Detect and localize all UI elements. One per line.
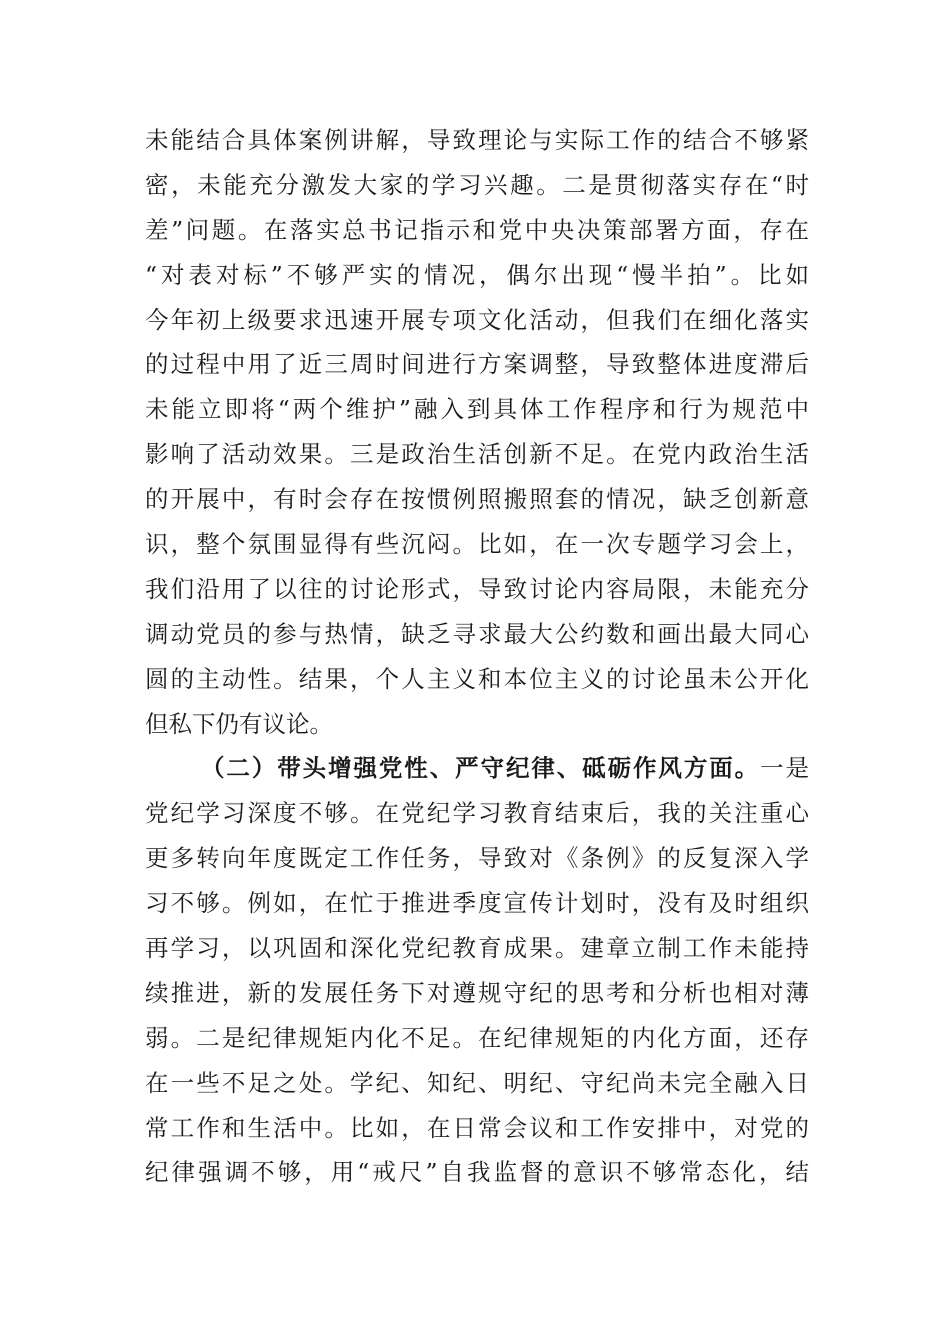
text-line: 调动党员的参与热情，缺乏寻求最大公约数和画出最大同心 bbox=[145, 619, 809, 648]
text-line: 的过程中用了近三周时间进行方案调整，导致整体进度滞后 bbox=[145, 350, 809, 379]
text-line: 我们沿用了以往的讨论形式，导致讨论内容局限，未能充分 bbox=[145, 574, 809, 603]
text-line: “对表对标”不够严实的情况，偶尔出现“慢半拍”。比如 bbox=[145, 260, 809, 289]
text-line: 的开展中，有时会存在按惯例照搬照套的情况，缺乏创新意 bbox=[145, 485, 809, 514]
text-line: 影响了活动效果。三是政治生活创新不足。在党内政治生活 bbox=[145, 440, 809, 469]
text-line: 再学习，以巩固和深化党纪教育成果。建章立制工作未能持 bbox=[145, 934, 809, 963]
text-line: 密，未能充分激发大家的学习兴趣。二是贯彻落实存在“时 bbox=[145, 170, 809, 199]
text-line: 未能立即将“两个维护”融入到具体工作程序和行为规范中 bbox=[145, 395, 809, 424]
section-heading-continuation: 一是 bbox=[760, 754, 809, 783]
text-line: 差”问题。在落实总书记指示和党中央决策部署方面，存在 bbox=[145, 215, 809, 244]
text-line: 识，整个氛围显得有些沉闷。比如，在一次专题学习会上， bbox=[145, 530, 809, 559]
text-line: 习不够。例如，在忙于推进季度宣传计划时，没有及时组织 bbox=[145, 889, 809, 918]
text-line: 续推进，新的发展任务下对遵规守纪的思考和分析也相对薄 bbox=[145, 978, 809, 1007]
text-line: 常工作和生活中。比如，在日常会议和工作安排中，对党的 bbox=[145, 1113, 809, 1142]
text-line: 纪律强调不够，用“戒尺”自我监督的意识不够常态化，结 bbox=[145, 1158, 809, 1187]
text-line: 但私下仍有议论。 bbox=[145, 709, 333, 738]
text-line: 在一些不足之处。学纪、知纪、明纪、守纪尚未完全融入日 bbox=[145, 1068, 809, 1097]
document-body bbox=[145, 118, 809, 1195]
text-line: 更多转向年度既定工作任务，导致对《条例》的反复深入学 bbox=[145, 844, 809, 873]
text-line: 弱。二是纪律规矩内化不足。在纪律规矩的内化方面，还存 bbox=[145, 1023, 809, 1052]
section-heading-line bbox=[145, 746, 809, 791]
section-heading: （二）带头增强党性、严守纪律、砥砺作风方面。 bbox=[201, 754, 761, 783]
text-line: 圆的主动性。结果，个人主义和本位主义的讨论虽未公开化 bbox=[145, 664, 809, 693]
text-line: 党纪学习深度不够。在党纪学习教育结束后，我的关注重心 bbox=[145, 799, 809, 828]
text-line: 未能结合具体案例讲解，导致理论与实际工作的结合不够紧 bbox=[145, 126, 809, 154]
text-line: 今年初上级要求迅速开展专项文化活动，但我们在细化落实 bbox=[145, 305, 809, 334]
